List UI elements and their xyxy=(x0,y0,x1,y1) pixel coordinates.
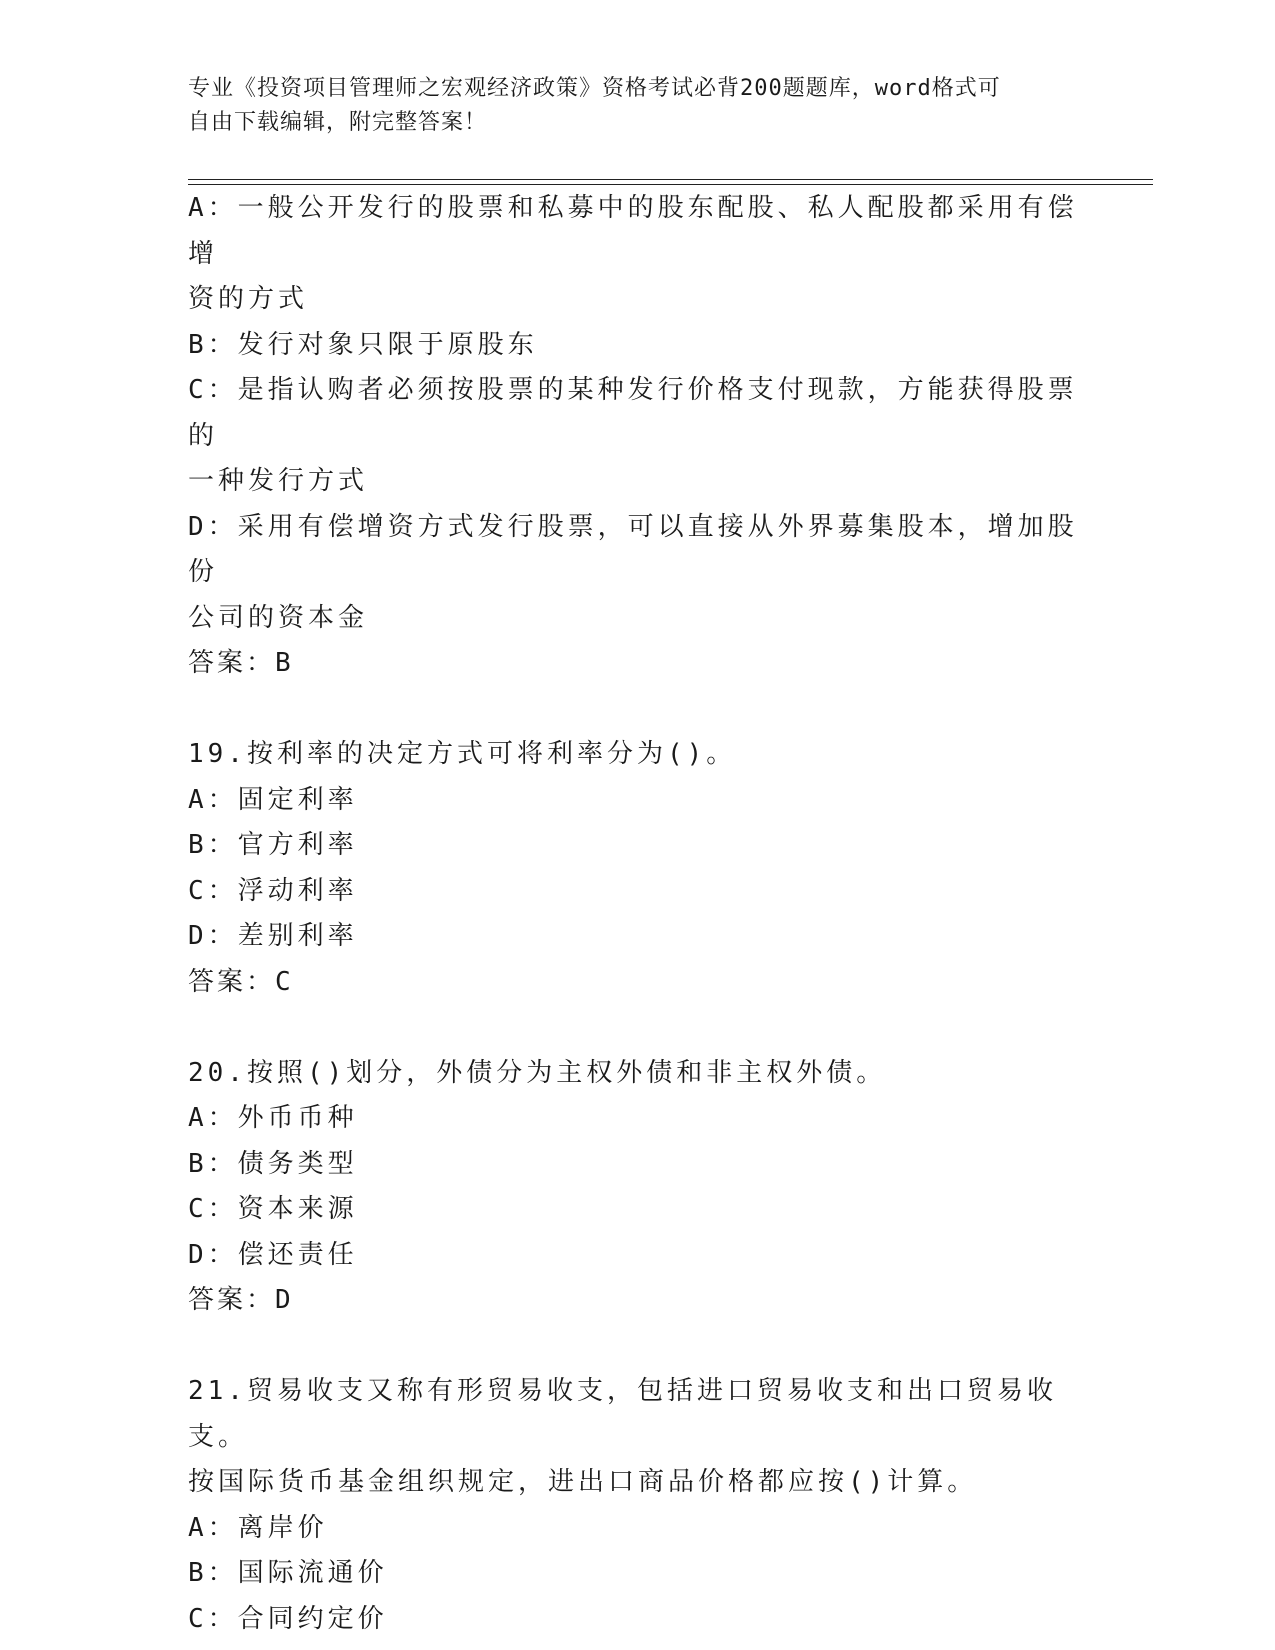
spacer xyxy=(188,687,1078,733)
q19-option-a: A：固定利率 xyxy=(188,784,358,815)
q19-option-d: D：差别利率 xyxy=(188,921,358,951)
spacer xyxy=(188,1005,1078,1051)
q21-option-b: B：国际流通价 xyxy=(188,1558,388,1588)
q18-answer: 答案：B xyxy=(188,648,294,678)
question-20-block xyxy=(188,1051,1078,1324)
question-18-block xyxy=(188,186,1078,687)
q18-option-d-line-2: 公司的资本金 xyxy=(188,602,369,633)
spacer xyxy=(188,1324,1078,1370)
q19-question: 19.按利率的决定方式可将利率分为()。 xyxy=(188,739,737,769)
q18-option-d-line-1: D：采用有偿增资方式发行股票，可以直接从外界募集股本，增加股份 xyxy=(188,511,1078,587)
q19-answer: 答案：C xyxy=(188,966,294,997)
q21-question-line-2: 按国际货币基金组织规定，进出口商品价格都应按()计算。 xyxy=(188,1467,978,1497)
q21-option-c: C：合同约定价 xyxy=(188,1603,388,1634)
q18-option-a-line-2: 资的方式 xyxy=(188,284,309,314)
document-header xyxy=(188,72,1068,140)
header-title-line-2: 自由下载编辑，附完整答案！ xyxy=(188,110,488,135)
q18-option-c-line-2: 一种发行方式 xyxy=(188,466,369,496)
q20-option-a: A：外币币种 xyxy=(188,1103,358,1133)
q18-option-c-line-1: C：是指认购者必须按股票的某种发行价格支付现款，方能获得股票的 xyxy=(188,375,1078,451)
q18-option-b: B：发行对象只限于原股东 xyxy=(188,329,538,360)
question-list xyxy=(188,186,1078,1642)
header-title-line-1: 专业《投资项目管理师之宏观经济政策》资格考试必背200题题库，word格式可 xyxy=(188,76,1001,101)
q20-question: 20.按照()划分，外债分为主权外债和非主权外债。 xyxy=(188,1057,887,1088)
q20-option-d: D：偿还责任 xyxy=(188,1239,358,1270)
q20-answer: 答案：D xyxy=(188,1285,294,1315)
question-21-block xyxy=(188,1369,1078,1642)
q19-option-c: C：浮动利率 xyxy=(188,875,358,906)
q20-option-b: B：债务类型 xyxy=(188,1148,358,1179)
q19-option-b: B：官方利率 xyxy=(188,830,358,860)
q21-question-line-1: 21.贸易收支又称有形贸易收支，包括进口贸易收支和出口贸易收支。 xyxy=(188,1376,1057,1452)
q21-option-a: A：离岸价 xyxy=(188,1512,328,1543)
q18-option-a-line-1: A：一般公开发行的股票和私募中的股东配股、私人配股都采用有偿增 xyxy=(188,193,1078,269)
question-19-block xyxy=(188,732,1078,1005)
header-divider-bottom xyxy=(188,184,1153,185)
header-divider-top xyxy=(188,179,1153,180)
q20-option-c: C：资本来源 xyxy=(188,1194,358,1224)
